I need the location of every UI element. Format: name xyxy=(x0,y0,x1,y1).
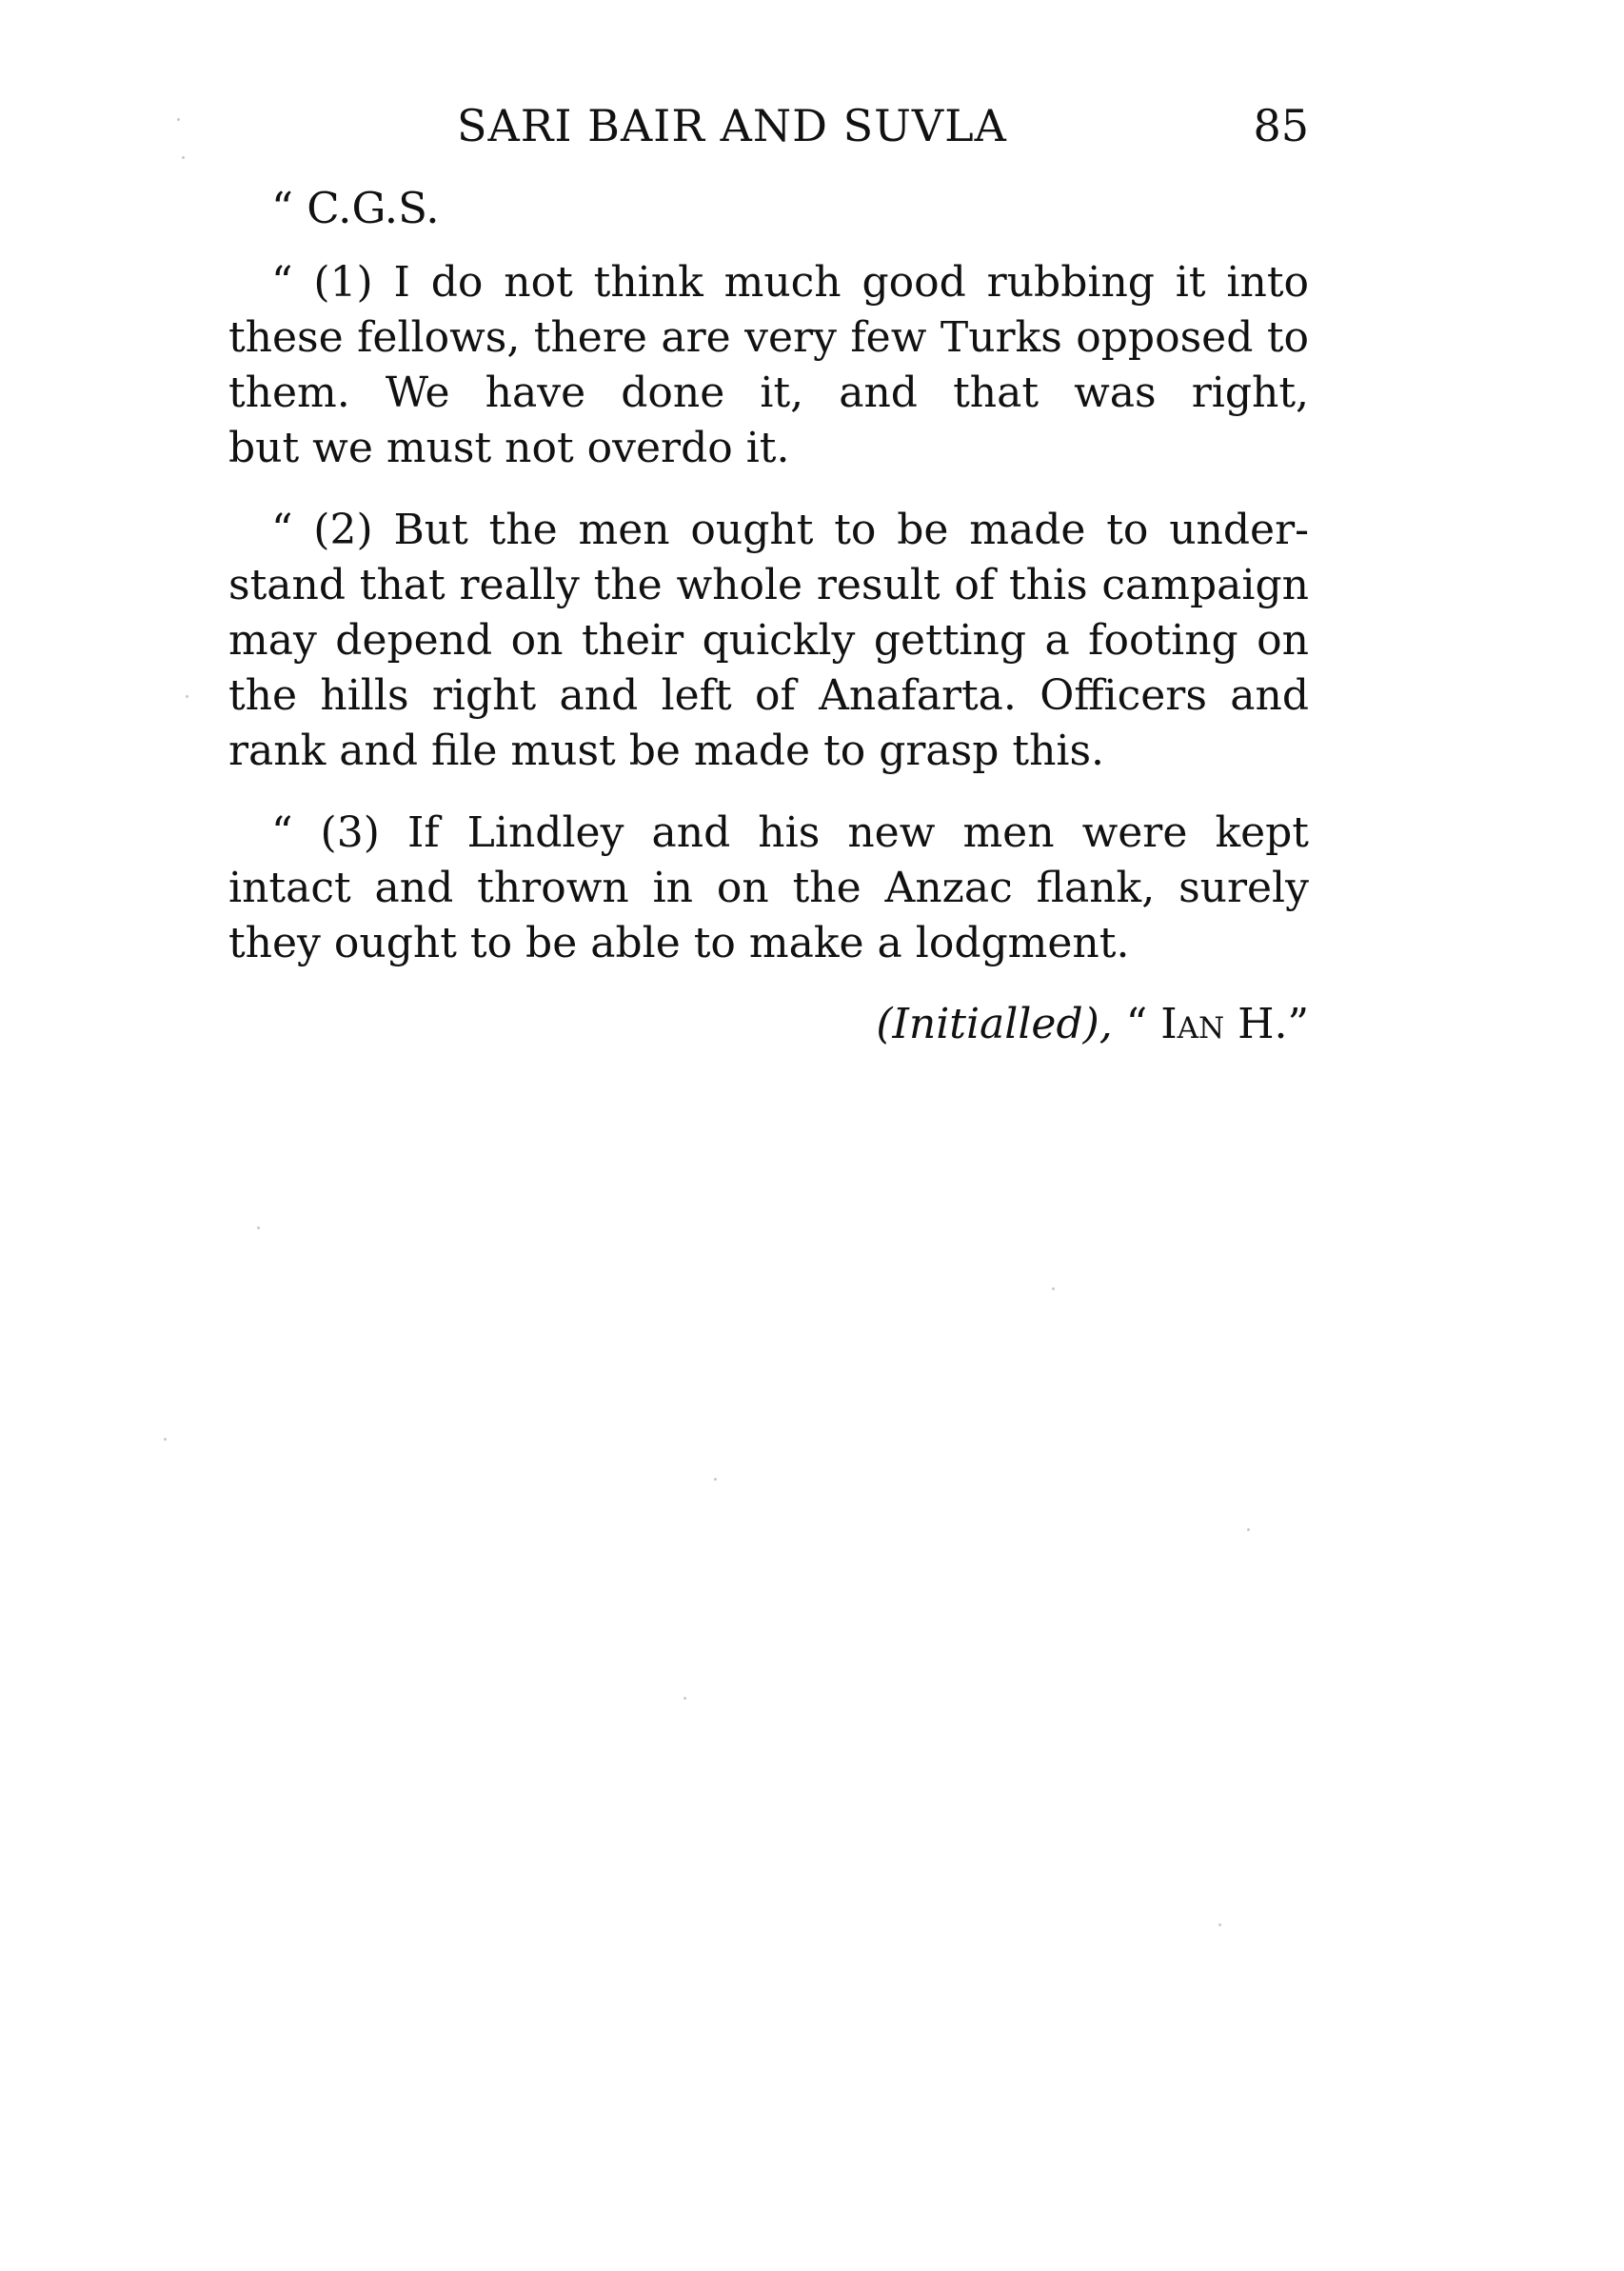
scan-speck xyxy=(1052,1287,1055,1290)
paragraph-3 xyxy=(228,806,1309,971)
scan-speck xyxy=(714,1478,717,1481)
scan-speck xyxy=(182,156,185,159)
scan-speck xyxy=(683,1697,686,1700)
scan-speck xyxy=(186,695,188,698)
paragraph-line: the hills right and left of Anafarta. Officers and xyxy=(228,671,1309,720)
scan-speck xyxy=(177,118,180,121)
salutation: “ C.G.S. xyxy=(271,183,440,233)
paragraph-line: may depend on their quickly getting a footing on xyxy=(228,616,1309,665)
page-number: 85 xyxy=(1253,100,1309,151)
scan-speck xyxy=(257,1226,260,1229)
paragraph-line: stand that really the whole result of this campaign xyxy=(228,561,1309,609)
paragraph-line: “ (3) If Lindley and his new men were kept xyxy=(271,808,1309,857)
paragraph-line: “ (1) I do not think much good rubbing it into xyxy=(271,258,1309,307)
scan-speck xyxy=(1247,1528,1250,1531)
paragraph-line: but we must not overdo it. xyxy=(228,424,790,472)
paragraph-line: rank and file must be made to grasp this. xyxy=(228,727,1105,775)
signature-name: “ Ian H.” xyxy=(1125,1000,1309,1048)
signature xyxy=(876,1000,1309,1048)
paragraph-1 xyxy=(228,255,1309,476)
paragraph-line: these fellows, there are very few Turks opposed to xyxy=(228,313,1309,362)
scan-speck xyxy=(164,1438,167,1441)
paragraph-line: them. We have done it, and that was right, xyxy=(228,369,1309,417)
paragraph-line: “ (2) But the men ought to be made to under- xyxy=(271,506,1309,554)
running-header xyxy=(228,100,1309,157)
signature-role: (Initialled), xyxy=(876,1000,1113,1048)
paragraph-line: intact and thrown in on the Anzac flank, surely xyxy=(228,864,1309,912)
paragraph-2 xyxy=(228,503,1309,779)
running-title: SARI BAIR AND SUVLA xyxy=(457,100,1007,151)
scan-speck xyxy=(1218,1923,1221,1926)
paragraph-line: they ought to be able to make a lodgment. xyxy=(228,919,1130,967)
